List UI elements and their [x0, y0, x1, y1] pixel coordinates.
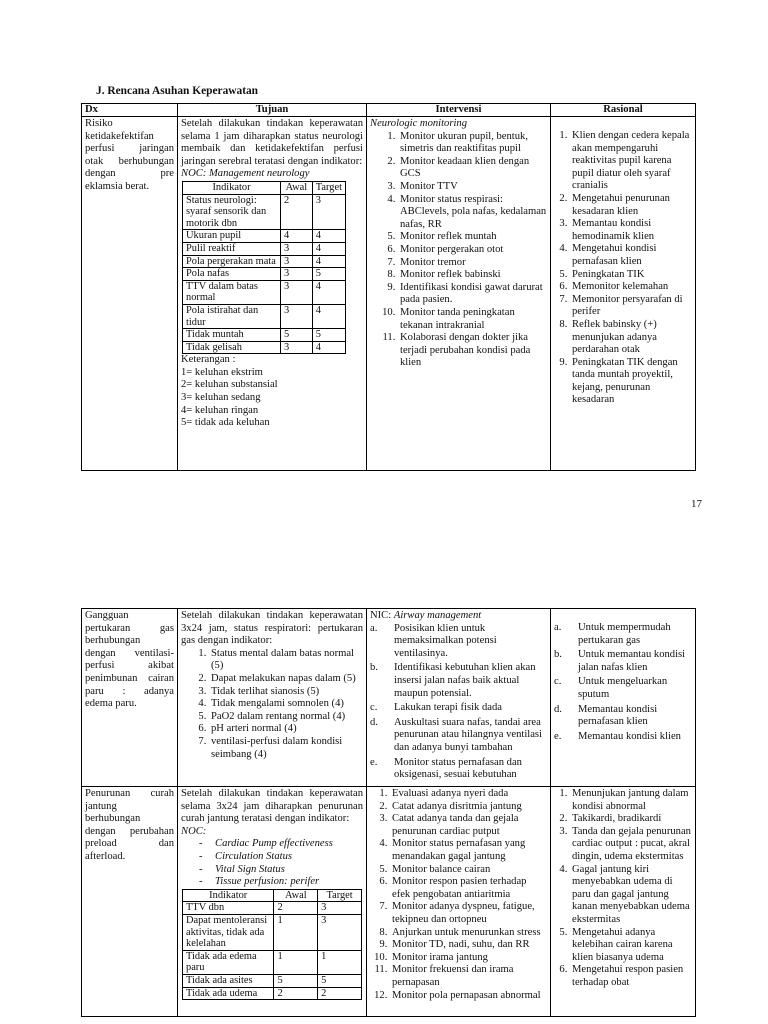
indicator-awal: 1 — [274, 914, 318, 950]
intervensi-item — [370, 622, 547, 661]
intervensi-item: 4. Monitor status respirasi: ABClevels, pola nafas, kedalaman nafas, RR — [398, 194, 547, 232]
header-rasional: Rasional — [551, 104, 696, 117]
intervensi-item: 1. Evaluasi adanya nyeri dada — [390, 788, 547, 801]
keterangan-line: 3= keluhan sedang — [181, 392, 261, 404]
indicator-awal: 1 — [274, 950, 318, 974]
indicator-awal: 4 — [281, 230, 313, 243]
dx-line: pertukaran gas — [85, 622, 174, 634]
rasional-item — [554, 622, 692, 647]
dx-line: afterload. — [85, 850, 126, 862]
rasional-cell — [551, 787, 696, 1017]
indicator-name: Tidak gelisah — [183, 341, 281, 354]
table-row — [82, 117, 696, 471]
indicator-awal: 3 — [281, 268, 313, 281]
indicator-awal: 3 — [281, 304, 313, 328]
indicator-target: 4 — [312, 230, 345, 243]
indicator-target: 3 — [318, 914, 362, 950]
list-marker: e. — [370, 756, 378, 768]
indicator-header: Target — [312, 181, 345, 194]
indicator-row — [183, 255, 346, 268]
indicator-row — [183, 304, 346, 328]
rasional-item: 3. Tanda dan gejala penurunan cardiac output : pucat, akral dingin, udema ekstermitas — [570, 826, 692, 864]
indicator-name: Tidak ada udema — [183, 987, 274, 1000]
dx-line: jantung — [85, 800, 117, 812]
intervensi-item: 10. Monitor tanda peningkatan tekanan intrakranial — [398, 307, 547, 332]
indicator-table — [182, 889, 362, 1000]
intervensi-item — [370, 662, 547, 700]
indicator-target: 1 — [318, 950, 362, 974]
dx-line: edema paru. — [85, 698, 137, 710]
noc-list — [181, 838, 363, 888]
dx-line: Gangguan — [85, 610, 129, 621]
rasional-item: 6. Mengetahui respon pasien terhadap obat — [570, 964, 692, 989]
indicator-header: Awal — [274, 889, 318, 902]
rasional-item: 3. Memantau kondisi hemodinamik klien — [570, 218, 692, 243]
indicator-awal: 2 — [274, 987, 318, 1000]
list-marker: d. — [370, 716, 378, 728]
dx-cell — [82, 609, 178, 787]
indicator-target: 4 — [312, 304, 345, 328]
intervensi-cell — [367, 117, 551, 471]
tujuan-item: 2. Dapat melakukan napas dalam (5) — [209, 673, 363, 686]
list-marker: a. — [554, 622, 562, 633]
indicator-name: Pola nafas — [183, 268, 281, 281]
dx-line: dengan pre — [85, 168, 174, 180]
intervensi-list — [370, 131, 547, 370]
list-text: Identifikasi kebutuhan klien akan insersi jalan nafas baik aktual maupun potensial. — [394, 662, 536, 699]
intervensi-item: 9. Monitor TD, nadi, suhu, dan RR — [390, 939, 547, 952]
noc-item: - Cardiac Pump effectiveness — [199, 838, 363, 851]
list-marker: b. — [370, 662, 378, 674]
indicator-header-row — [183, 889, 362, 902]
intervensi-item: 9. Identifikasi kondisi gawat darurat pada pasien. — [398, 282, 547, 307]
list-marker: b. — [554, 649, 562, 661]
list-text: Untuk memantau kondisi jalan nafas klien — [578, 649, 686, 673]
indicator-header-row — [183, 181, 346, 194]
intervensi-title: Neurologic monitoring — [370, 118, 468, 129]
noc-item: - Vital Sign Status — [199, 864, 363, 877]
keterangan-line: 5= tidak ada keluhan — [181, 417, 270, 429]
intervensi-item: 2. Monitor keadaan klien dengan GCS — [398, 156, 547, 181]
indicator-header: Indikator — [183, 181, 281, 194]
table-header-row — [82, 104, 696, 117]
noc-label: NOC: — [181, 825, 207, 837]
tujuan-text: Setelah dilakukan tindakan keperawatan selama 1 jam diharapkan status neurologi membaik dan ketidakefektifan perfusi jaringan serebral teratasi dengan indikator: — [181, 118, 363, 167]
indicator-name: Tidak muntah — [183, 329, 281, 342]
indicator-header: Indikator — [183, 889, 274, 902]
indicator-name: Pola istirahat dan tidur — [183, 304, 281, 328]
intervensi-item: 12. Monitor pola pernapasan abnormal — [390, 990, 547, 1003]
tujuan-text: Setelah dilakukan tindakan keperawatan selama 3x24 jam diharapkan penurunan curah jantung teratasi dengan indikator: — [181, 788, 363, 825]
indicator-row — [183, 268, 346, 281]
header-intervensi: Intervensi — [367, 104, 551, 117]
rasional-cell — [551, 117, 696, 471]
rasional-item: 1. Menunjukan jantung dalam kondisi abnormal — [570, 788, 692, 813]
rasional-item: 5. Mengetahui adanya kelebihan cairan karena klien biasanya udema — [570, 927, 692, 965]
list-text: Lakukan terapi fisik dada — [394, 702, 502, 714]
intervensi-item: 7. Monitor adanya dyspneu, fatigue, tekipneu dan ortopneu — [390, 901, 547, 926]
indicator-target: 2 — [318, 987, 362, 1000]
noc-item: - Tissue perfusion: perifer — [199, 876, 363, 889]
intervensi-list — [370, 788, 547, 1002]
rasional-item: 2. Mengetahui penurunan kesadaran klien — [570, 193, 692, 218]
indicator-row — [183, 914, 362, 950]
header-tujuan: Tujuan — [178, 104, 367, 117]
nic-label: NIC: Airway management — [370, 610, 482, 621]
keterangan-line: 4= keluhan ringan — [181, 404, 259, 416]
tujuan-cell — [178, 787, 367, 1017]
rasional-item: 1. Klien dengan cedera kepala akan mempengaruhi reaktivitas pupil karena pupil diatur oleh syaraf cranialis — [570, 130, 692, 193]
keterangan-line: Keterangan : — [181, 354, 236, 366]
indicator-row — [183, 329, 346, 342]
rasional-list — [554, 622, 692, 743]
dx-line: dengan perubahan — [85, 825, 174, 837]
dx-cell — [82, 787, 178, 1017]
dx-line: ketidakefektifan — [85, 130, 154, 142]
rasional-item: 4. Gagal jantung kiri menyebabkan udema di paru dan gagal jantung kanan menyebabkan udema ekstermitas — [570, 864, 692, 927]
noc-label: NOC: Management neurology — [181, 168, 310, 180]
indicator-row — [183, 987, 362, 1000]
rasional-item: 7. Memonitor persyarafan di perifer — [570, 294, 692, 319]
dx-line: otak berhubungan — [85, 155, 174, 167]
intervensi-item: 1. Monitor ukuran pupil, bentuk, simetris dan reaktifitas pupil — [398, 131, 547, 156]
dx-line: eklamsia berat. — [85, 180, 150, 192]
list-text: Untuk mempermudah pertukaran gas — [578, 622, 671, 646]
dx-line: berhubungan — [85, 635, 141, 647]
tujuan-item: 4. Tidak mengalami somnolen (4) — [209, 698, 363, 711]
list-text: Monitor status pernafasan dan oksigenasi, sesuai kebutuhan — [394, 756, 522, 781]
indicator-name: Status neurologi: syaraf sensorik dan motorik dbn — [183, 194, 281, 230]
tujuan-item: 6. pH arteri normal (4) — [209, 723, 363, 736]
dx-line: perfusi akibat — [85, 660, 174, 672]
indicator-row — [183, 230, 346, 243]
indicator-awal: 3 — [281, 341, 313, 354]
indicator-name: Ukuran pupil — [183, 230, 281, 243]
rasional-item — [554, 703, 692, 729]
indicator-target: 3 — [312, 194, 345, 230]
tujuan-item: 7. ventilasi-perfusi dalam kondisi seimbang (4) — [209, 736, 363, 761]
care-plan-table-1 — [81, 103, 696, 471]
rasional-cell — [551, 609, 696, 787]
rasional-item: 5. Peningkatan TIK — [570, 269, 692, 282]
intervensi-item: 5. Monitor balance cairan — [390, 864, 547, 877]
page-number: 17 — [691, 498, 702, 510]
noc-item: - Circulation Status — [199, 851, 363, 864]
indicator-target: 5 — [318, 974, 362, 987]
indicator-row — [183, 902, 362, 915]
indicator-target: 4 — [312, 255, 345, 268]
indicator-row — [183, 974, 362, 987]
indicator-awal: 5 — [274, 974, 318, 987]
tujuan-item: 3. Tidak terlihat sianosis (5) — [209, 686, 363, 699]
indicator-awal: 3 — [281, 280, 313, 304]
intervensi-item: 8. Anjurkan untuk menurunkan stress — [390, 927, 547, 940]
intervensi-item — [370, 702, 547, 715]
rasional-item: 6. Memonitor kelemahan — [570, 281, 692, 294]
indicator-row — [183, 341, 346, 354]
indicator-row — [183, 280, 346, 304]
indicator-row — [183, 950, 362, 974]
section-heading: J. Rencana Asuhan Keperawatan — [96, 85, 259, 97]
intervensi-item: 11. Kolaborasi dengan dokter jika terjadi perubahan kondisi pada klien — [398, 332, 547, 370]
dx-line: dengan ventilasi- — [85, 647, 174, 659]
indicator-table — [182, 181, 346, 354]
intervensi-item: 6. Monitor pergerakan otot — [398, 244, 547, 257]
table-row — [82, 609, 696, 787]
tujuan-cell — [178, 117, 367, 471]
dx-cell — [82, 117, 178, 471]
dx-line: Risiko — [85, 118, 113, 129]
indicator-name: TTV dalam batas normal — [183, 280, 281, 304]
intervensi-item: 4. Monitor status pernafasan yang menandakan gagal jantung — [390, 838, 547, 863]
indicator-target: 4 — [312, 242, 345, 255]
tujuan-cell — [178, 609, 367, 787]
indicator-name: Tidak ada edema paru — [183, 950, 274, 974]
intervensi-item — [370, 756, 547, 782]
indicator-awal: 5 — [281, 329, 313, 342]
rasional-list — [554, 130, 692, 407]
intervensi-item: 11. Monitor frekuensi dan irama pernapasan — [390, 964, 547, 989]
intervensi-cell — [367, 609, 551, 787]
indicator-header: Target — [318, 889, 362, 902]
tujuan-text: Setelah dilakukan tindakan keperawatan 3x24 jam, status respiratori: pertukaran gas dengan indikator: — [181, 610, 363, 647]
intervensi-item: 6. Monitor respon pasien terhadap efek pengobatan antiaritmia — [390, 876, 547, 901]
list-text: Untuk mengeluarkan sputum — [578, 676, 668, 700]
rasional-list — [554, 788, 692, 990]
list-marker: c. — [370, 702, 378, 714]
indicator-header: Awal — [281, 181, 313, 194]
intervensi-item: 10. Monitor irama jantung — [390, 952, 547, 965]
list-marker: e. — [554, 730, 562, 742]
list-text: Auskultasi suara nafas, tandai area penurunan atau hilangnya ventilasi dan adanya bunyi tambahan — [394, 716, 542, 753]
indicator-awal: 2 — [274, 902, 318, 915]
keterangan — [181, 354, 363, 430]
intervensi-item: 3. Catat adanya tanda dan gejala penurunan cardiac putput — [390, 813, 547, 838]
indicator-name: Tidak ada asites — [183, 974, 274, 987]
indicator-name: TTV dbn — [183, 902, 274, 915]
table-row — [82, 787, 696, 1017]
rasional-item: 2. Takikardi, bradikardi — [570, 813, 692, 826]
care-plan-table-2 — [81, 608, 696, 1017]
intervensi-item: 2. Catat adanya disritmia jantung — [390, 801, 547, 814]
intervensi-cell — [367, 787, 551, 1017]
indicator-target: 5 — [312, 329, 345, 342]
indicator-target: 4 — [312, 341, 345, 354]
intervensi-item — [370, 716, 547, 755]
dx-line: perfusi jaringan — [85, 143, 174, 155]
indicator-name: Pulil reaktif — [183, 242, 281, 255]
intervensi-item: 7. Monitor tremor — [398, 257, 547, 270]
indicator-row — [183, 242, 346, 255]
rasional-item: 4. Mengetahui kondisi pernafasan klien — [570, 243, 692, 268]
header-dx: Dx — [82, 104, 178, 117]
intervensi-item: 3. Monitor TTV — [398, 181, 547, 194]
dx-line: paru : adanya — [85, 685, 174, 697]
indicator-awal: 2 — [281, 194, 313, 230]
indicator-name: Dapat mentoleransi aktivitas, tidak ada kelelahan — [183, 914, 274, 950]
keterangan-line: 1= keluhan ekstrim — [181, 366, 263, 378]
tujuan-item: 5. PaO2 dalam rentang normal (4) — [209, 711, 363, 724]
rasional-item: 8. Reflek babinsky (+) menunjukan adanya perdarahan otak — [570, 319, 692, 357]
list-text: Memantau kondisi klien — [578, 730, 681, 742]
dx-line: preload dan — [85, 838, 174, 850]
tujuan-item: 1. Status mental dalam batas normal (5) — [209, 648, 363, 673]
list-marker: a. — [370, 622, 378, 634]
list-text: Posisikan klien untuk memaksimalkan potensi ventilasinya. — [394, 622, 497, 659]
intervensi-list — [370, 623, 547, 782]
indicator-row — [183, 194, 346, 230]
indicator-target: 5 — [312, 268, 345, 281]
rasional-item: 9. Peningkatan TIK dengan tanda muntah proyektil, kejang, penurunan kesadaran — [570, 357, 692, 407]
tujuan-list — [181, 648, 363, 761]
indicator-awal: 3 — [281, 242, 313, 255]
list-marker: d. — [554, 703, 562, 715]
dx-line: Penurunan curah — [85, 788, 174, 799]
dx-line: berhubungan — [85, 813, 141, 825]
indicator-target: 3 — [318, 902, 362, 915]
list-text: Memantau kondisi pernafasan klien — [578, 703, 658, 728]
intervensi-item: 5. Monitor reflek muntah — [398, 231, 547, 244]
indicator-name: Pola pergerakan mata — [183, 255, 281, 268]
rasional-item — [554, 649, 692, 674]
keterangan-line: 2= keluhan substansial — [181, 379, 278, 391]
list-marker: c. — [554, 676, 562, 688]
indicator-awal: 3 — [281, 255, 313, 268]
dx-line: penimbunan cairan — [85, 672, 174, 684]
rasional-item — [554, 730, 692, 744]
indicator-target: 4 — [312, 280, 345, 304]
rasional-item — [554, 676, 692, 701]
intervensi-item: 8. Monitor reflek babinski — [398, 269, 547, 282]
